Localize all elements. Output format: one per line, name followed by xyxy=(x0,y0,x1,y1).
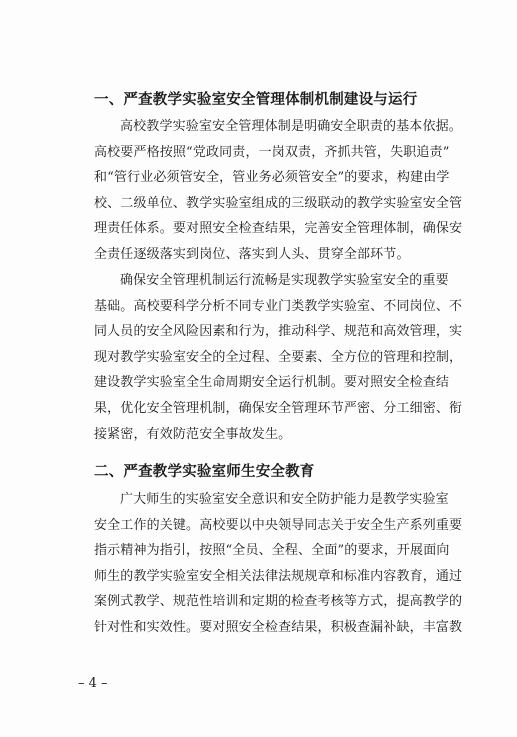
text-line: 指示精神为指引，按照“全员、全程、全面”的要求，开展面向 xyxy=(94,543,450,559)
text-line: 校、二级单位、教学实验室组成的三级联动的教学实验室安全管 xyxy=(94,195,463,211)
text-line: 师生的教学实验室安全相关法律法规规章和标准内容教育，通过 xyxy=(94,568,463,584)
text-line: 基础。高校要科学分析不同专业门类教学实验室、不同岗位、不 xyxy=(94,298,463,314)
text-line: 同人员的安全风险因素和行为，推动科学、规范和高效管理，实 xyxy=(94,324,463,340)
page-number: – 4 – xyxy=(78,676,108,691)
text-line: 现对教学实验室安全的全过程、全要素、全方位的管理和控制， xyxy=(94,349,463,365)
section-2-heading: 二、严查教学实验室师生安全教育 xyxy=(94,464,315,480)
text-line: 安全工作的关键。高校要以中央领导同志关于安全生产系列重要 xyxy=(94,517,463,533)
text-line: 和“管行业必须管安全，管业务必须管安全”的要求，构建由学 xyxy=(94,170,450,186)
text-line: 广大师生的实验室安全意识和安全防护能力是教学实验室 xyxy=(120,492,449,507)
text-line: 接紧密，有效防范安全事故发生。 xyxy=(94,426,292,442)
text-line: 理责任体系。要对照安全检查结果，完善安全管理体制，确保安 xyxy=(94,221,463,237)
text-line: 高校教学实验室安全管理体制是明确安全职责的基本依据。 xyxy=(120,119,462,134)
text-line: 建设教学实验室全生命周期安全运行机制。要对照安全检查结 xyxy=(94,375,450,391)
text-line: 高校要严格按照“党政同责，一岗双责，齐抓共管，失职追责” xyxy=(94,144,450,160)
section-1-paragraph-2 xyxy=(94,268,463,447)
text-line: 确保安全管理机制运行流畅是实现教学实验室安全的重要 xyxy=(120,273,449,288)
section-1-paragraph-1 xyxy=(94,114,463,268)
text-line: 果，优化安全管理机制，确保安全管理环节严密、分工细密、衔 xyxy=(94,400,463,416)
section-2-paragraph-1 xyxy=(94,487,463,641)
text-line: 案例式教学、规范性培训和定期的检查考核等方式，提高教学的 xyxy=(94,594,463,610)
section-1-heading: 一、严查教学实验室安全管理体制机制建设与运行 xyxy=(94,92,418,108)
text-line: 针对性和实效性。要对照安全检查结果，积极查漏补缺，丰富教 xyxy=(94,619,463,635)
text-line: 全责任逐级落实到岗位、落实到人头、贯穿全部环节。 xyxy=(94,246,410,262)
